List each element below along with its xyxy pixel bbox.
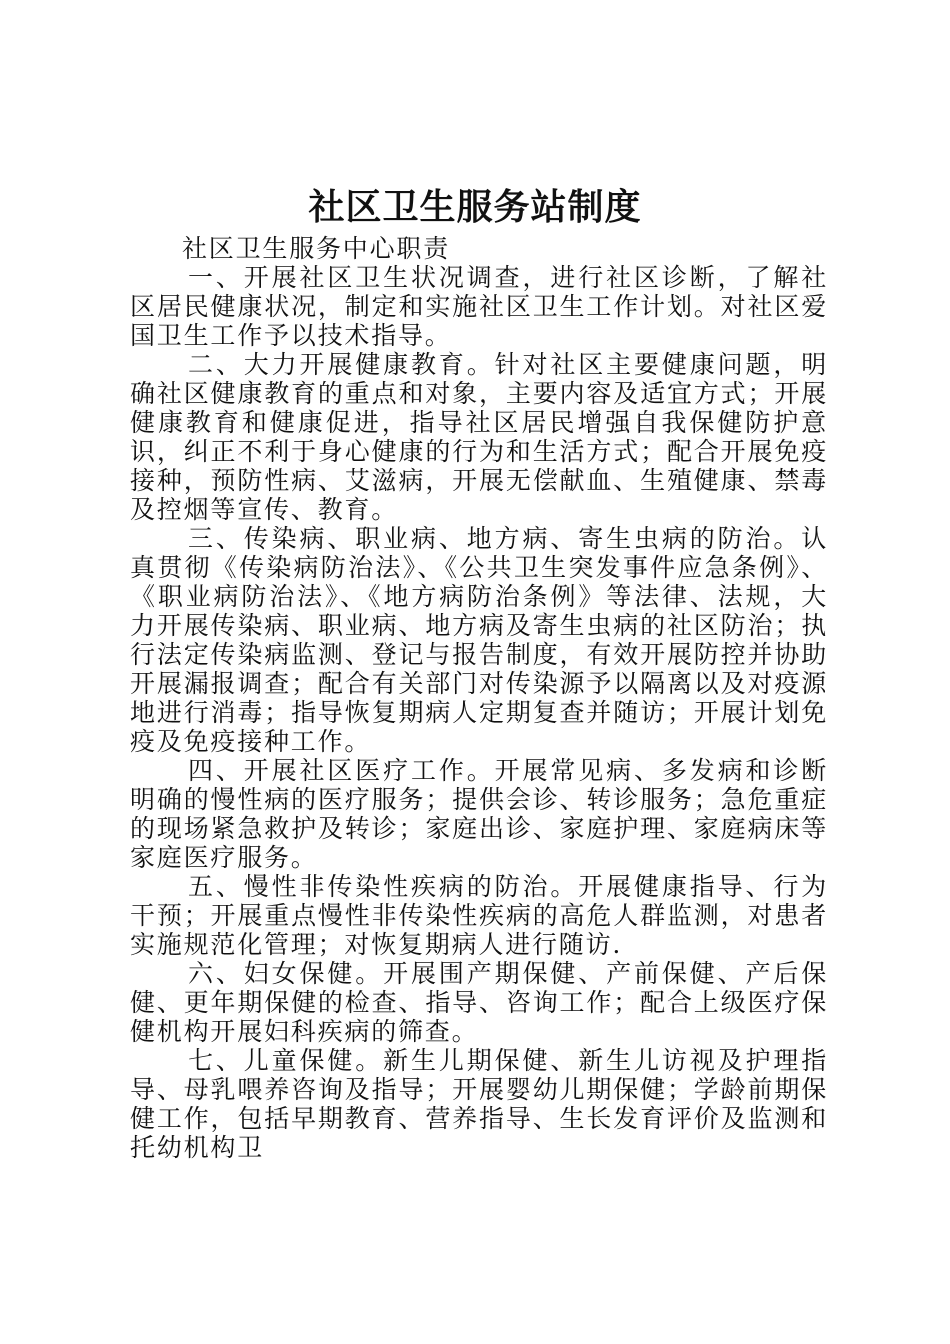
- paragraph-5: 五、慢性非传染性疾病的防治。开展健康指导、行为干预；开展重点慢性非传染性疾病的高危人群监测，对患者实施规范化管理；对恢复期病人进行随访.: [130, 872, 828, 959]
- paragraph-7: 七、儿童保健。新生儿期保健、新生儿访视及护理指导、母乳喂养咨询及指导；开展婴幼儿期保健；学龄前期保健工作，包括早期教育、营养指导、生长发育评价及监测和托幼机构卫: [130, 1046, 828, 1162]
- paragraph-2: 二、大力开展健康教育。针对社区主要健康问题，明确社区健康教育的重点和对象，主要内容及适宜方式；开展健康教育和健康促进，指导社区居民增强自我保健防护意识，纠正不利于身心健康的行为和生活方式；配合开展免疫接种，预防性病、艾滋病，开展无偿献血、生殖健康、禁毒及控烟等宣传、教育。: [130, 350, 828, 524]
- paragraph-4: 四、开展社区医疗工作。开展常见病、多发病和诊断明确的慢性病的医疗服务；提供会诊、转诊服务；急危重症的现场紧急救护及转诊；家庭出诊、家庭护理、家庭病床等家庭医疗服务。: [130, 756, 828, 872]
- section-heading: 社区卫生服务中心职责: [182, 234, 451, 263]
- paragraph-6: 六、妇女保健。开展围产期保健、产前保健、产后保健、更年期保健的检查、指导、咨询工作；配合上级医疗保健机构开展妇科疾病的筛查。: [130, 959, 828, 1046]
- paragraph-3: 三、传染病、职业病、地方病、寄生虫病的防治。认真贯彻《传染病防治法》、《公共卫生突发事件应急条例》、《职业病防治法》、《地方病防治条例》等法律、法规，大力开展传染病、职业病、地方病及寄生虫病的社区防治；执行法定传染病监测、登记与报告制度，有效开展防控并协助开展漏报调查；配合有关部门对传染源予以隔离以及对疫源地进行消毒；指导恢复期病人定期复查并随访；开展计划免疫及免疫接种工作。: [130, 524, 828, 756]
- document-body: [130, 234, 828, 1162]
- paragraph-1: 一、开展社区卫生状况调查，进行社区诊断，了解社区居民健康状况，制定和实施社区卫生工作计划。对社区爱国卫生工作予以技术指导。: [130, 263, 828, 350]
- document-title: 社区卫生服务站制度: [308, 186, 642, 228]
